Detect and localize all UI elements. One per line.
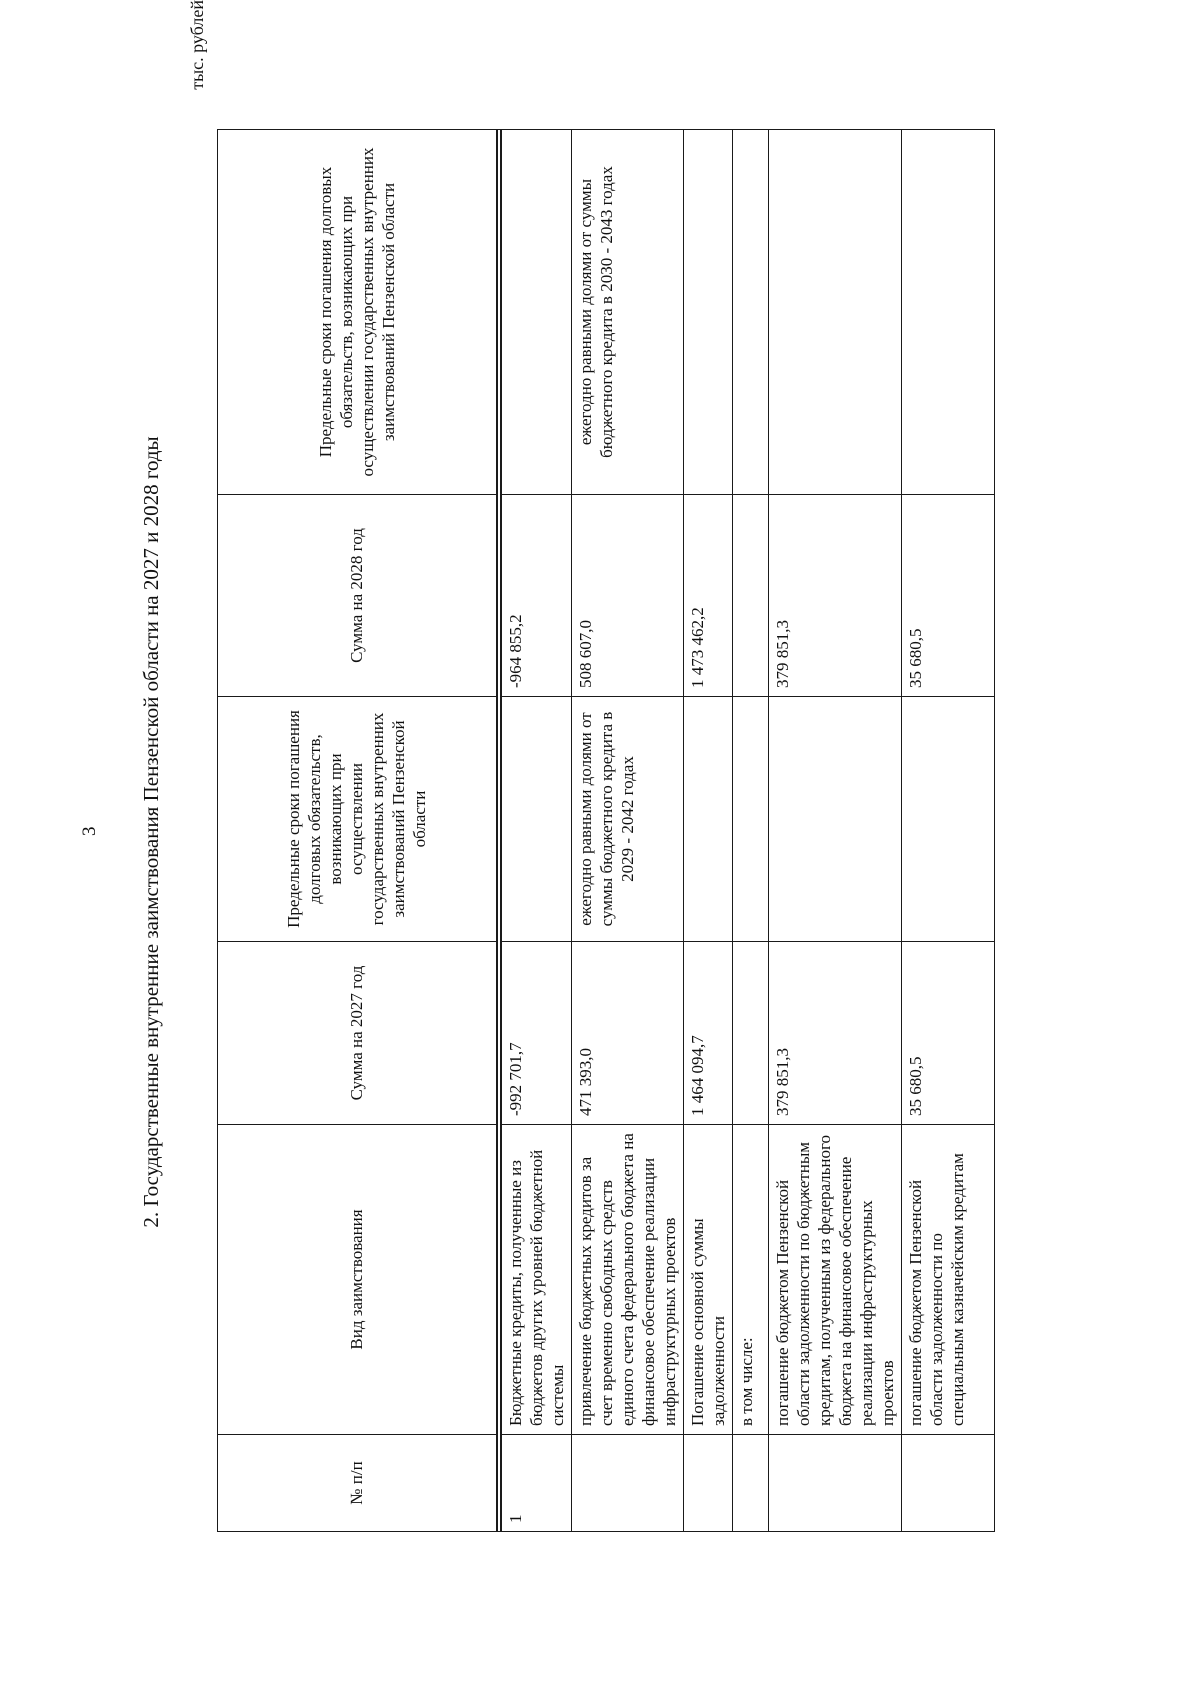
- cell-sum-2028: [732, 495, 768, 697]
- cell-num: [768, 1435, 901, 1532]
- header-num: № п/п: [218, 1435, 497, 1532]
- cell-term-2027: [901, 697, 995, 942]
- header-sum-2028: Сумма на 2028 год: [218, 495, 497, 697]
- cell-sum-2028: 1 473 462,2: [683, 495, 732, 697]
- cell-type: Погашение основной суммы задолженности: [683, 1125, 732, 1435]
- cell-num: [683, 1435, 732, 1532]
- cell-num: [901, 1435, 995, 1532]
- cell-type: Бюджетные кредиты, полученные из бюджетов других уровней бюджетной системы: [501, 1125, 572, 1435]
- cell-sum-2028: 379 851,3: [768, 495, 901, 697]
- cell-type: привлечение бюджетных кредитов за счет временно свободных средств единого счета федерального бюджета на финансовое обеспечение реализации инфраструктурных проектов: [571, 1125, 683, 1435]
- cell-term-2027: [501, 697, 572, 942]
- cell-num: 1: [501, 1435, 572, 1532]
- cell-term-2028: [732, 130, 768, 495]
- cell-sum-2028: 508 607,0: [571, 495, 683, 697]
- cell-type: погашение бюджетом Пензенской области задолженности по бюджетным кредитам, полученным из федерального бюджета на финансовое обеспечение реализации инфраструктурных проектов: [768, 1125, 901, 1435]
- header-type: Вид заимствования: [218, 1125, 497, 1435]
- cell-sum-2028: 35 680,5: [901, 495, 995, 697]
- cell-sum-2027: 1 464 094,7: [683, 942, 732, 1125]
- cell-sum-2027: [732, 942, 768, 1125]
- borrowings-table: [217, 129, 995, 1532]
- table-row: [732, 130, 768, 1532]
- table-row: [768, 130, 901, 1532]
- page-number: 3: [79, 826, 100, 836]
- cell-term-2028: [901, 130, 995, 495]
- units-label: тыс. рублей: [187, 0, 207, 90]
- cell-term-2028: [768, 130, 901, 495]
- cell-num: [571, 1435, 683, 1532]
- table-row: [683, 130, 732, 1532]
- cell-num: [732, 1435, 768, 1532]
- table-row: [901, 130, 995, 1532]
- cell-sum-2027: -992 701,7: [501, 942, 572, 1125]
- header-sum-2027: Сумма на 2027 год: [218, 942, 497, 1125]
- cell-sum-2027: 379 851,3: [768, 942, 901, 1125]
- cell-term-2028: ежегодно равными долями от суммы бюджетного кредита в 2030 - 2043 годах: [571, 130, 683, 495]
- cell-term-2027: [768, 697, 901, 942]
- cell-type: погашение бюджетом Пензенской области задолженности по специальным казначейским кредитам: [901, 1125, 995, 1435]
- header-term-2027: Предельные сроки погашения долговых обязательств, возникающих при осуществлении государственных внутренних заимствований Пензенской области: [218, 697, 497, 942]
- cell-sum-2028: -964 855,2: [501, 495, 572, 697]
- cell-term-2028: [683, 130, 732, 495]
- cell-sum-2027: 35 680,5: [901, 942, 995, 1125]
- table-row: [501, 130, 572, 1532]
- header-term-2028: Предельные сроки погашения долговых обязательств, возникающих при осуществлении государственных внутренних заимствований Пензенской области: [218, 130, 497, 495]
- cell-type: в том числе:: [732, 1125, 768, 1435]
- cell-sum-2027: 471 393,0: [571, 942, 683, 1125]
- cell-term-2028: [501, 130, 572, 495]
- cell-term-2027: [683, 697, 732, 942]
- table-row: [571, 130, 683, 1532]
- document-title: 2. Государственные внутренние заимствования Пензенской области на 2027 и 2028 годы: [139, 436, 163, 1228]
- table-header-row: [218, 130, 497, 1532]
- cell-term-2027: ежегодно равными долями от суммы бюджетного кредита в 2029 - 2042 годах: [571, 697, 683, 942]
- cell-term-2027: [732, 697, 768, 942]
